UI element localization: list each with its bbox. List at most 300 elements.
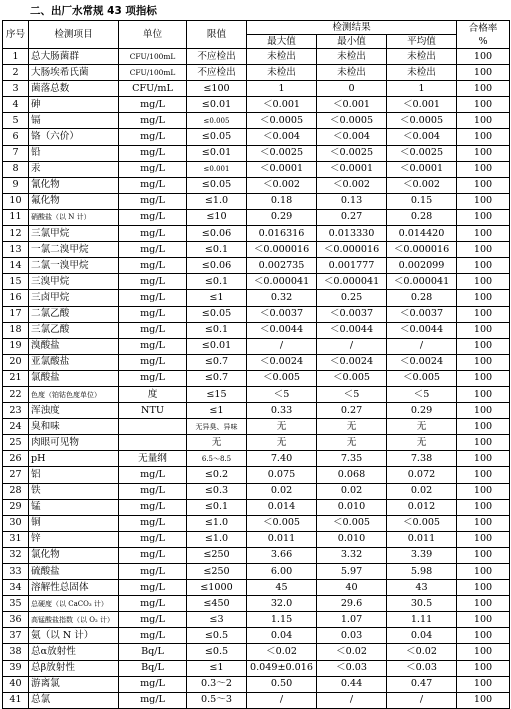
cell-min: ＜0.0024: [317, 354, 387, 370]
cell-item: pH: [29, 451, 119, 467]
table-row: [3, 161, 510, 177]
cell-avg: ＜0.02: [387, 644, 457, 660]
cell-avg: ＜0.03: [387, 660, 457, 676]
cell-seq: 37: [3, 628, 29, 644]
cell-seq: 34: [3, 580, 29, 596]
header-pass-rate-label: 合格率: [468, 22, 498, 34]
cell-unit: mg/L: [119, 467, 187, 483]
cell-unit: mg/L: [119, 145, 187, 161]
cell-min: 0.27: [317, 403, 387, 419]
cell-limit: ≤0.06: [187, 226, 247, 242]
cell-min: ＜0.000016: [317, 242, 387, 258]
cell-pass-rate: 100: [457, 660, 510, 676]
cell-max: 0.075: [247, 467, 317, 483]
cell-min: 3.32: [317, 547, 387, 563]
cell-limit: ≤250: [187, 547, 247, 563]
cell-unit: mg/L: [119, 161, 187, 177]
table-row: [3, 338, 510, 354]
table-row: [3, 644, 510, 660]
cell-item: 铬（六价）: [29, 129, 119, 145]
cell-avg: 0.072: [387, 467, 457, 483]
cell-avg: ＜0.000041: [387, 274, 457, 290]
cell-seq: 28: [3, 483, 29, 499]
cell-min: 0.001777: [317, 258, 387, 274]
cell-unit: mg/L: [119, 322, 187, 338]
cell-unit: mg/L: [119, 177, 187, 193]
cell-limit: 6.5～8.5: [187, 451, 247, 467]
cell-min: 0.010: [317, 499, 387, 515]
cell-avg: ＜0.0025: [387, 145, 457, 161]
cell-avg: 1: [387, 81, 457, 97]
cell-item: 浑浊度: [29, 403, 119, 419]
cell-seq: 38: [3, 644, 29, 660]
cell-seq: 29: [3, 499, 29, 515]
cell-pass-rate: 100: [457, 113, 510, 129]
cell-item: 铅: [29, 145, 119, 161]
table-row: [3, 306, 510, 322]
cell-max: ＜0.0037: [247, 306, 317, 322]
cell-seq: 25: [3, 435, 29, 451]
cell-seq: 36: [3, 612, 29, 628]
cell-avg: 7.38: [387, 451, 457, 467]
cell-limit: ≤0.2: [187, 467, 247, 483]
cell-avg: 5.98: [387, 564, 457, 580]
cell-item: 砷: [29, 97, 119, 113]
cell-unit: 无量纲: [119, 451, 187, 467]
table-row: [3, 580, 510, 596]
cell-limit: ≤1: [187, 403, 247, 419]
cell-unit: Bq/L: [119, 660, 187, 676]
cell-pass-rate: 100: [457, 531, 510, 547]
cell-seq: 9: [3, 177, 29, 193]
cell-unit: mg/L: [119, 499, 187, 515]
cell-item: 铁: [29, 483, 119, 499]
cell-item: 菌落总数: [29, 81, 119, 97]
cell-avg: 0.29: [387, 403, 457, 419]
cell-limit: ≤15: [187, 386, 247, 402]
cell-pass-rate: 100: [457, 612, 510, 628]
cell-min: ＜0.0044: [317, 322, 387, 338]
cell-limit: 0.3～2: [187, 676, 247, 692]
cell-avg: 无: [387, 435, 457, 451]
table-body: [3, 49, 510, 709]
cell-max: 45: [247, 580, 317, 596]
cell-limit: ≤0.01: [187, 145, 247, 161]
cell-max: ＜0.002: [247, 177, 317, 193]
table-row: [3, 531, 510, 547]
cell-item: 总β放射性: [29, 660, 119, 676]
cell-avg: 0.011: [387, 531, 457, 547]
cell-unit: mg/L: [119, 596, 187, 612]
cell-pass-rate: 100: [457, 596, 510, 612]
cell-unit: mg/L: [119, 676, 187, 692]
cell-min: 0.13: [317, 193, 387, 209]
cell-unit: mg/L: [119, 306, 187, 322]
cell-max: 0.32: [247, 290, 317, 306]
cell-unit: mg/L: [119, 612, 187, 628]
cell-limit: ≤0.5: [187, 628, 247, 644]
cell-max: ＜0.0024: [247, 354, 317, 370]
cell-item: 二氯一溴甲烷: [29, 258, 119, 274]
cell-min: ＜0.0037: [317, 306, 387, 322]
cell-avg: ＜0.0037: [387, 306, 457, 322]
header-results: 检测结果: [247, 21, 457, 35]
cell-min: 1.07: [317, 612, 387, 628]
cell-max: ＜0.005: [247, 515, 317, 531]
table-row: [3, 113, 510, 129]
cell-item: 二氯乙酸: [29, 306, 119, 322]
cell-max: 0.04: [247, 628, 317, 644]
table-row: [3, 65, 510, 81]
table-row: [3, 467, 510, 483]
table-row: [3, 515, 510, 531]
cell-unit: mg/L: [119, 97, 187, 113]
cell-seq: 41: [3, 692, 29, 708]
cell-seq: 22: [3, 386, 29, 402]
cell-seq: 5: [3, 113, 29, 129]
cell-limit: ≤0.7: [187, 354, 247, 370]
cell-min: 0.013330: [317, 226, 387, 242]
cell-limit: ≤0.1: [187, 499, 247, 515]
cell-max: 0.014: [247, 499, 317, 515]
cell-limit: ≤0.1: [187, 322, 247, 338]
cell-seq: 20: [3, 354, 29, 370]
cell-min: 0.02: [317, 483, 387, 499]
cell-seq: 15: [3, 274, 29, 290]
cell-max: ＜5: [247, 386, 317, 402]
cell-unit: mg/L: [119, 564, 187, 580]
cell-limit: ≤1.0: [187, 193, 247, 209]
cell-pass-rate: 100: [457, 129, 510, 145]
cell-max: 0.016316: [247, 226, 317, 242]
cell-item: 铜: [29, 515, 119, 531]
cell-min: 无: [317, 419, 387, 435]
cell-unit: mg/L: [119, 242, 187, 258]
cell-pass-rate: 100: [457, 322, 510, 338]
cell-seq: 11: [3, 209, 29, 225]
cell-pass-rate: 100: [457, 242, 510, 258]
cell-max: 0.002735: [247, 258, 317, 274]
header-max: 最大值: [247, 35, 317, 49]
header-avg: 平均值: [387, 35, 457, 49]
cell-unit: mg/L: [119, 531, 187, 547]
cell-seq: 33: [3, 564, 29, 580]
cell-pass-rate: 100: [457, 547, 510, 563]
cell-avg: ＜0.005: [387, 370, 457, 386]
cell-avg: 0.014420: [387, 226, 457, 242]
cell-avg: ＜5: [387, 386, 457, 402]
cell-seq: 19: [3, 338, 29, 354]
cell-min: 5.97: [317, 564, 387, 580]
cell-avg: 未检出: [387, 65, 457, 81]
table-row: [3, 49, 510, 65]
cell-limit: ≤1: [187, 290, 247, 306]
table-row: [3, 483, 510, 499]
header-unit: 单位: [119, 21, 187, 49]
table-row: [3, 692, 510, 708]
cell-min: 未检出: [317, 49, 387, 65]
header-min: 最小值: [317, 35, 387, 49]
cell-limit: ≤0.05: [187, 177, 247, 193]
cell-limit: ≤0.01: [187, 338, 247, 354]
cell-limit: ≤0.3: [187, 483, 247, 499]
cell-unit: mg/L: [119, 354, 187, 370]
cell-seq: 24: [3, 419, 29, 435]
cell-avg: ＜0.002: [387, 177, 457, 193]
cell-item: 色度（铂钴色度单位）: [29, 386, 119, 402]
cell-pass-rate: 100: [457, 515, 510, 531]
cell-min: ＜0.03: [317, 660, 387, 676]
cell-max: 无: [247, 419, 317, 435]
cell-seq: 35: [3, 596, 29, 612]
cell-min: ＜0.000041: [317, 274, 387, 290]
cell-item: 锰: [29, 499, 119, 515]
cell-pass-rate: 100: [457, 483, 510, 499]
table-row: [3, 193, 510, 209]
cell-item: 一氯二溴甲烷: [29, 242, 119, 258]
cell-limit: ≤0.1: [187, 242, 247, 258]
cell-max: 0.18: [247, 193, 317, 209]
cell-unit: mg/L: [119, 129, 187, 145]
table-row: [3, 564, 510, 580]
cell-max: 0.049±0.016: [247, 660, 317, 676]
cell-max: ＜0.004: [247, 129, 317, 145]
cell-seq: 27: [3, 467, 29, 483]
cell-min: ＜0.005: [317, 370, 387, 386]
cell-unit: mg/L: [119, 692, 187, 708]
cell-avg: ＜0.0001: [387, 161, 457, 177]
cell-seq: 1: [3, 49, 29, 65]
cell-max: /: [247, 338, 317, 354]
cell-pass-rate: 100: [457, 580, 510, 596]
cell-min: 0.25: [317, 290, 387, 306]
section-heading: 二、出厂水常规 43 项指标: [30, 5, 157, 17]
cell-unit: NTU: [119, 403, 187, 419]
table-row: [3, 209, 510, 225]
header-seq: 序号: [3, 21, 29, 49]
cell-max: 7.40: [247, 451, 317, 467]
cell-item: 大肠埃希氏菌: [29, 65, 119, 81]
cell-pass-rate: 100: [457, 193, 510, 209]
cell-min: ＜0.004: [317, 129, 387, 145]
table-row: [3, 145, 510, 161]
cell-item: 高锰酸盐指数（以 O₂ 计）: [29, 612, 119, 628]
cell-pass-rate: 100: [457, 177, 510, 193]
cell-min: ＜0.02: [317, 644, 387, 660]
cell-max: 0.02: [247, 483, 317, 499]
cell-min: 0.44: [317, 676, 387, 692]
table-row: [3, 660, 510, 676]
cell-seq: 8: [3, 161, 29, 177]
cell-pass-rate: 100: [457, 692, 510, 708]
cell-seq: 39: [3, 660, 29, 676]
cell-min: ＜0.005: [317, 515, 387, 531]
cell-limit: ≤0.01: [187, 97, 247, 113]
cell-unit: [119, 435, 187, 451]
cell-item: 硝酸盐（以 N 计）: [29, 209, 119, 225]
cell-min: 0.010: [317, 531, 387, 547]
cell-avg: 0.002099: [387, 258, 457, 274]
cell-unit: mg/L: [119, 515, 187, 531]
cell-max: ＜0.0044: [247, 322, 317, 338]
table-row: [3, 177, 510, 193]
cell-max: 未检出: [247, 65, 317, 81]
cell-min: /: [317, 692, 387, 708]
table-row: [3, 242, 510, 258]
cell-limit: ≤0.1: [187, 274, 247, 290]
cell-item: 溶解性总固体: [29, 580, 119, 596]
table-row: [3, 290, 510, 306]
cell-max: ＜0.000016: [247, 242, 317, 258]
cell-avg: 无: [387, 419, 457, 435]
table-row: [3, 370, 510, 386]
cell-item: 臭和味: [29, 419, 119, 435]
cell-max: 0.29: [247, 209, 317, 225]
cell-limit: ≤1000: [187, 580, 247, 596]
cell-limit: 无: [187, 435, 247, 451]
table-row: [3, 226, 510, 242]
cell-avg: /: [387, 338, 457, 354]
cell-avg: 0.28: [387, 290, 457, 306]
cell-limit: ≤0.06: [187, 258, 247, 274]
cell-avg: 3.39: [387, 547, 457, 563]
cell-min: 无: [317, 435, 387, 451]
cell-avg: ＜0.004: [387, 129, 457, 145]
table-row: [3, 628, 510, 644]
cell-pass-rate: 100: [457, 81, 510, 97]
cell-pass-rate: 100: [457, 370, 510, 386]
cell-max: 0.50: [247, 676, 317, 692]
cell-limit: ≤450: [187, 596, 247, 612]
cell-avg: ＜0.000016: [387, 242, 457, 258]
cell-pass-rate: 100: [457, 274, 510, 290]
cell-avg: 0.02: [387, 483, 457, 499]
cell-unit: mg/L: [119, 274, 187, 290]
cell-limit: ≤0.5: [187, 644, 247, 660]
cell-avg: ＜0.0024: [387, 354, 457, 370]
cell-seq: 2: [3, 65, 29, 81]
cell-item: 汞: [29, 161, 119, 177]
cell-item: 三氯乙酸: [29, 322, 119, 338]
cell-item: 总氯: [29, 692, 119, 708]
cell-min: 0.068: [317, 467, 387, 483]
cell-max: 无: [247, 435, 317, 451]
cell-pass-rate: 100: [457, 628, 510, 644]
cell-limit: ≤0.05: [187, 306, 247, 322]
cell-min: 7.35: [317, 451, 387, 467]
cell-max: 3.66: [247, 547, 317, 563]
cell-pass-rate: 100: [457, 226, 510, 242]
cell-limit: ≤0.005: [187, 113, 247, 129]
cell-max: ＜0.02: [247, 644, 317, 660]
cell-min: /: [317, 338, 387, 354]
cell-seq: 10: [3, 193, 29, 209]
header-item: 检测项目: [29, 21, 119, 49]
cell-unit: mg/L: [119, 628, 187, 644]
table-row: [3, 354, 510, 370]
cell-item: 肉眼可见物: [29, 435, 119, 451]
table-row: [3, 322, 510, 338]
cell-item: 铝: [29, 467, 119, 483]
cell-item: 游离氯: [29, 676, 119, 692]
cell-min: 0: [317, 81, 387, 97]
cell-seq: 30: [3, 515, 29, 531]
cell-avg: 0.15: [387, 193, 457, 209]
cell-limit: 不应检出: [187, 65, 247, 81]
cell-limit: 不应检出: [187, 49, 247, 65]
cell-pass-rate: 100: [457, 403, 510, 419]
cell-min: ＜0.0001: [317, 161, 387, 177]
table-row: [3, 403, 510, 419]
cell-pass-rate: 100: [457, 644, 510, 660]
cell-min: ＜0.0025: [317, 145, 387, 161]
cell-unit: Bq/L: [119, 644, 187, 660]
cell-limit: ≤10: [187, 209, 247, 225]
cell-seq: 6: [3, 129, 29, 145]
cell-unit: mg/L: [119, 580, 187, 596]
cell-max: 1.15: [247, 612, 317, 628]
cell-pass-rate: 100: [457, 97, 510, 113]
cell-min: ＜0.001: [317, 97, 387, 113]
cell-seq: 3: [3, 81, 29, 97]
cell-min: 未检出: [317, 65, 387, 81]
cell-item: 三卤甲烷: [29, 290, 119, 306]
table-row: [3, 129, 510, 145]
cell-seq: 14: [3, 258, 29, 274]
cell-unit: mg/L: [119, 113, 187, 129]
cell-seq: 31: [3, 531, 29, 547]
cell-item: 溴酸盐: [29, 338, 119, 354]
cell-max: ＜0.005: [247, 370, 317, 386]
cell-pass-rate: 100: [457, 467, 510, 483]
cell-item: 亚氯酸盐: [29, 354, 119, 370]
cell-unit: mg/L: [119, 290, 187, 306]
cell-limit: ≤0.001: [187, 161, 247, 177]
cell-item: 三溴甲烷: [29, 274, 119, 290]
cell-pass-rate: 100: [457, 435, 510, 451]
cell-avg: 0.28: [387, 209, 457, 225]
cell-item: 总α放射性: [29, 644, 119, 660]
table-row: [3, 81, 510, 97]
cell-pass-rate: 100: [457, 564, 510, 580]
cell-limit: 无异臭、异味: [187, 419, 247, 435]
water-quality-table: [2, 20, 510, 709]
cell-item: 硫酸盐: [29, 564, 119, 580]
cell-unit: mg/L: [119, 483, 187, 499]
cell-limit: ≤3: [187, 612, 247, 628]
cell-item: 总硬度（以 CaCO₃ 计）: [29, 596, 119, 612]
cell-avg: 0.47: [387, 676, 457, 692]
cell-seq: 13: [3, 242, 29, 258]
cell-max: /: [247, 692, 317, 708]
cell-seq: 40: [3, 676, 29, 692]
cell-seq: 21: [3, 370, 29, 386]
cell-pass-rate: 100: [457, 499, 510, 515]
cell-max: 6.00: [247, 564, 317, 580]
cell-seq: 12: [3, 226, 29, 242]
cell-seq: 4: [3, 97, 29, 113]
header-pass-rate-unit: %: [478, 35, 488, 47]
table-row: [3, 435, 510, 451]
cell-unit: mg/L: [119, 209, 187, 225]
header-pass-rate: [457, 21, 510, 49]
table-row: [3, 274, 510, 290]
cell-limit: 0.5～3: [187, 692, 247, 708]
cell-seq: 7: [3, 145, 29, 161]
cell-avg: 43: [387, 580, 457, 596]
cell-min: 0.03: [317, 628, 387, 644]
cell-pass-rate: 100: [457, 386, 510, 402]
